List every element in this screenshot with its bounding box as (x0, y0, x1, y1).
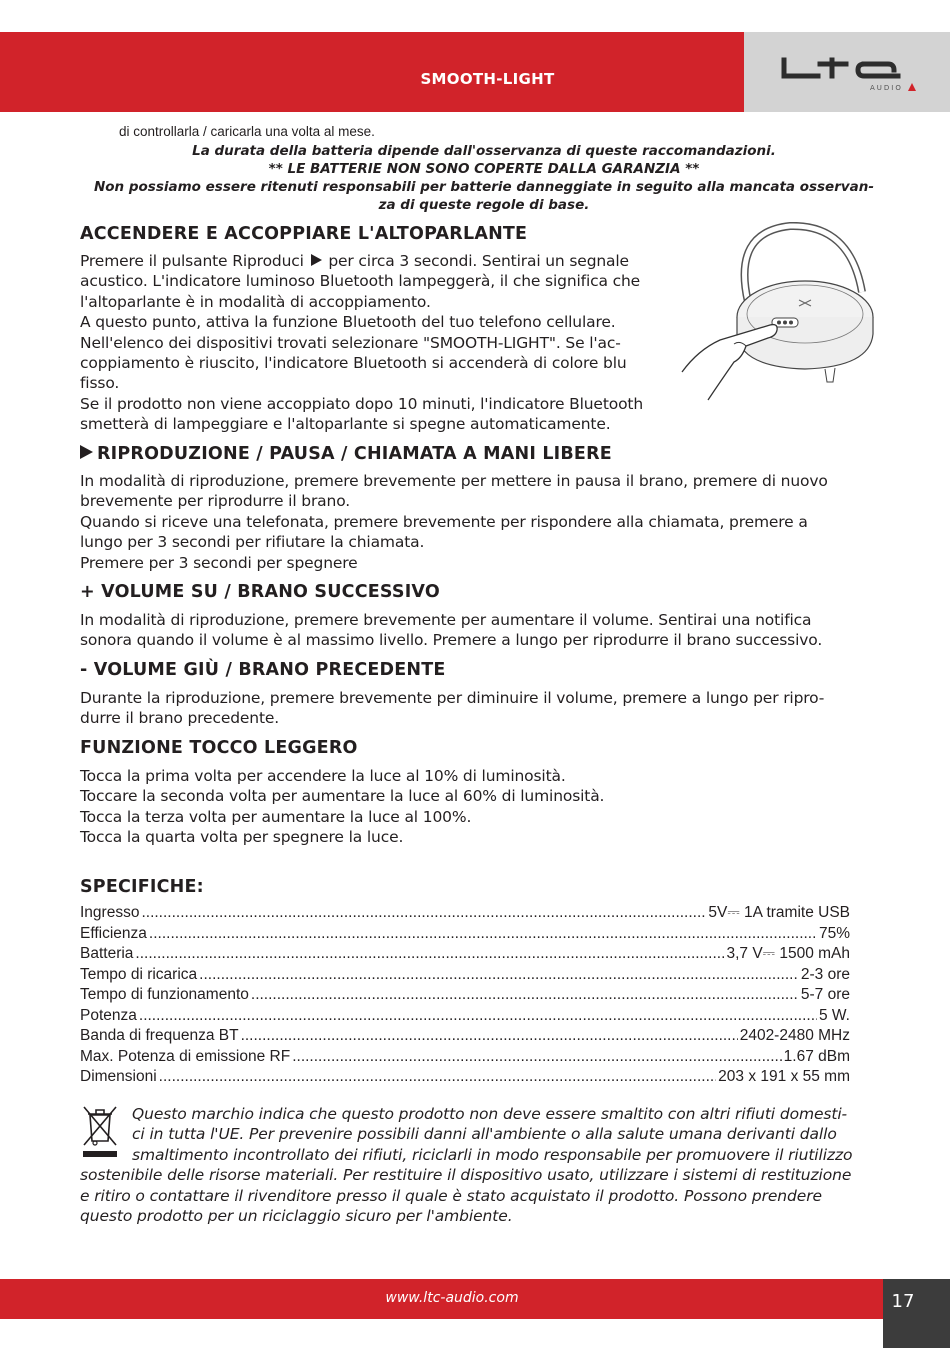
spec-row (80, 944, 850, 965)
body-text: Premere il pulsante Riproduci (80, 252, 304, 270)
body-line: Se il prodotto non viene accoppiato dopo 10 minuti, l'indicatore Bluetooth (80, 394, 644, 413)
body-line: Quando si riceve una telefonata, premere brevemente per rispondere alla chiamata, premere a (80, 512, 808, 531)
page-number: 17 (891, 1291, 915, 1312)
brand-logo (744, 32, 950, 112)
section-body-volume-down (80, 688, 880, 729)
ltc-logo-icon (780, 56, 904, 84)
spec-label: Batteria (80, 945, 134, 962)
spec-leader (149, 924, 817, 945)
body-line: l'altoparlante è in modalità di accoppiamento. (80, 292, 431, 311)
body-line: Toccare la seconda volta per aumentare la luce al 60% di luminosità. (80, 787, 605, 806)
intro-bold-line: La durata della batteria dipende dall'osservanza di queste raccomandazioni. (192, 143, 776, 159)
body-line: brevemente per riprodurre il brano. (80, 492, 351, 511)
spec-leader (199, 965, 799, 986)
spec-row (80, 985, 850, 1006)
spec-leader (251, 985, 799, 1006)
spec-leader (141, 903, 706, 924)
logo-triangle-icon (908, 83, 916, 91)
weee-line: Questo marchio indica che questo prodotto non deve essere smaltito con altri rifiuti domesti- (132, 1105, 848, 1123)
spec-label: Max. Potenza di emissione RF (80, 1047, 291, 1065)
intro-bold-line: za di queste regole di base. (378, 197, 590, 213)
section-heading-pairing: ACCENDERE E ACCOPPIARE L'ALTOPARLANTE (80, 224, 528, 244)
spec-value: 2-3 ore (800, 965, 850, 983)
weee-line: questo prodotto per un riciclaggio sicuro per l'ambiente. (80, 1207, 513, 1226)
section-heading-play-pause (80, 444, 612, 464)
spec-value: 3,7 V⎓ 1500 mAh (726, 945, 850, 962)
body-line: Tocca la terza volta per aumentare la luce al 100%. (80, 807, 472, 826)
body-line: coppiamento è riuscito, l'indicatore Bluetooth si accenderà di colore blu (80, 354, 627, 373)
spec-label: Tempo di ricarica (80, 965, 198, 983)
spec-leader (135, 944, 724, 965)
spec-leader (241, 1026, 738, 1047)
speaker-lamp-illustration (680, 222, 880, 412)
footer-url-link[interactable]: www.ltc-audio.com (385, 1290, 519, 1306)
body-line: fisso. (80, 374, 120, 393)
section-heading-volume-up: + VOLUME SU / BRANO SUCCESSIVO (80, 582, 440, 602)
section-body-play-pause (80, 471, 880, 573)
weee-line: smaltimento incontrollato dei rifiuti, riciclarli in modo responsabile per promuovere il riutilizzo (132, 1145, 853, 1164)
spec-leader (159, 1067, 717, 1088)
section-body-touch (80, 766, 880, 848)
spec-label: Efficienza (80, 924, 147, 942)
specs-list (80, 903, 850, 1088)
spec-label: Potenza (80, 1006, 137, 1024)
spec-row (80, 1026, 850, 1047)
play-icon (311, 254, 322, 266)
spec-value: 203 x 191 x 55 mm (718, 1068, 850, 1085)
spec-leader (292, 1047, 781, 1068)
spec-label: Banda di frequenza BT (80, 1027, 239, 1044)
body-line: Tocca la quarta volta per spegnere la luce. (80, 828, 404, 847)
section-body-volume-up (80, 610, 880, 651)
body-line: Nell'elenco dei dispositivi trovati selezionare "SMOOTH-LIGHT". Se l'ac- (80, 333, 621, 352)
section-heading-touch: FUNZIONE TOCCO LEGGERO (80, 738, 358, 758)
spec-row (80, 1047, 850, 1068)
page-number-box (883, 1279, 950, 1348)
spec-value: 5V⎓ 1A tramite USB (708, 904, 850, 921)
spec-row (80, 965, 850, 986)
section-heading-volume-down: - VOLUME GIÙ / BRANO PRECEDENTE (80, 660, 446, 680)
intro-bold-line: Non possiamo essere ritenuti responsabili per batterie danneggiate in seguito alla mancata osservan- (93, 179, 874, 195)
body-line: smetterà di lampeggiare e l'altoparlante si spegne automaticamente. (80, 415, 611, 434)
body-line: Premere per 3 secondi per spegnere (80, 553, 358, 572)
play-icon (80, 445, 93, 459)
spec-value: 75% (818, 924, 850, 942)
weee-line: ci in tutta l'UE. Per prevenire possibili danni all'ambiente o alla salute umana derivanti dallo (132, 1125, 837, 1144)
body-line: In modalità di riproduzione, premere brevemente per mettere in pausa il brano, premere di nuovo (80, 472, 828, 490)
intro-line: di controllarla / caricarla una volta al mese. (119, 124, 375, 139)
weee-line: e ritiro o contattare il rivenditore presso il quale è stato acquistato il prodotto. Possono prendere (80, 1186, 822, 1205)
spec-leader (139, 1006, 817, 1027)
logo-subtext: AUDIO (870, 84, 903, 92)
spec-label: Dimensioni (80, 1068, 157, 1085)
spec-row (80, 903, 850, 924)
spec-row (80, 924, 850, 945)
body-line: Tocca la prima volta per accendere la luce al 10% di luminosità. (80, 767, 566, 785)
body-line: A questo punto, attiva la funzione Bluetooth del tuo telefono cellulare. (80, 313, 616, 332)
body-line: lungo per 3 secondi per rifiutare la chiamata. (80, 533, 425, 552)
body-line: durre il brano precedente. (80, 709, 280, 728)
body-text: per circa 3 secondi. Sentirai un segnale (328, 252, 629, 270)
spec-value: 1.67 dBm (783, 1047, 850, 1065)
spec-row (80, 1067, 850, 1088)
heading-text: RIPRODUZIONE / PAUSA / CHIAMATA A MANI LIBERE (97, 444, 612, 464)
header-title: SMOOTH-LIGHT (420, 70, 555, 88)
spec-label: Tempo di funzionamento (80, 986, 249, 1003)
body-line: In modalità di riproduzione, premere brevemente per aumentare il volume. Sentirai una notifica (80, 611, 812, 629)
spec-value: 2402-2480 MHz (739, 1027, 850, 1044)
spec-label: Ingresso (80, 904, 140, 921)
spec-value: 5-7 ore (800, 986, 850, 1003)
weee-line: sostenibile delle risorse materiali. Per restituire il dispositivo usato, utilizzare i sistemi di restituzione (80, 1166, 852, 1185)
body-line: acustico. L'indicatore luminoso Bluetooth lampeggerà, il che significa che (80, 272, 641, 291)
body-line: Durante la riproduzione, premere brevemente per diminuire il volume, premere a lungo per ripro- (80, 689, 825, 707)
spec-row (80, 1006, 850, 1027)
intro-bold-line: ** LE BATTERIE NON SONO COPERTE DALLA GARANZIA ** (268, 161, 700, 177)
spec-value: 5 W. (818, 1006, 850, 1024)
body-line: sonora quando il volume è al massimo livello. Premere a lungo per riprodurre il brano successivo. (80, 631, 823, 650)
specs-heading: SPECIFICHE: (80, 877, 204, 897)
weee-notice (80, 1104, 890, 1226)
